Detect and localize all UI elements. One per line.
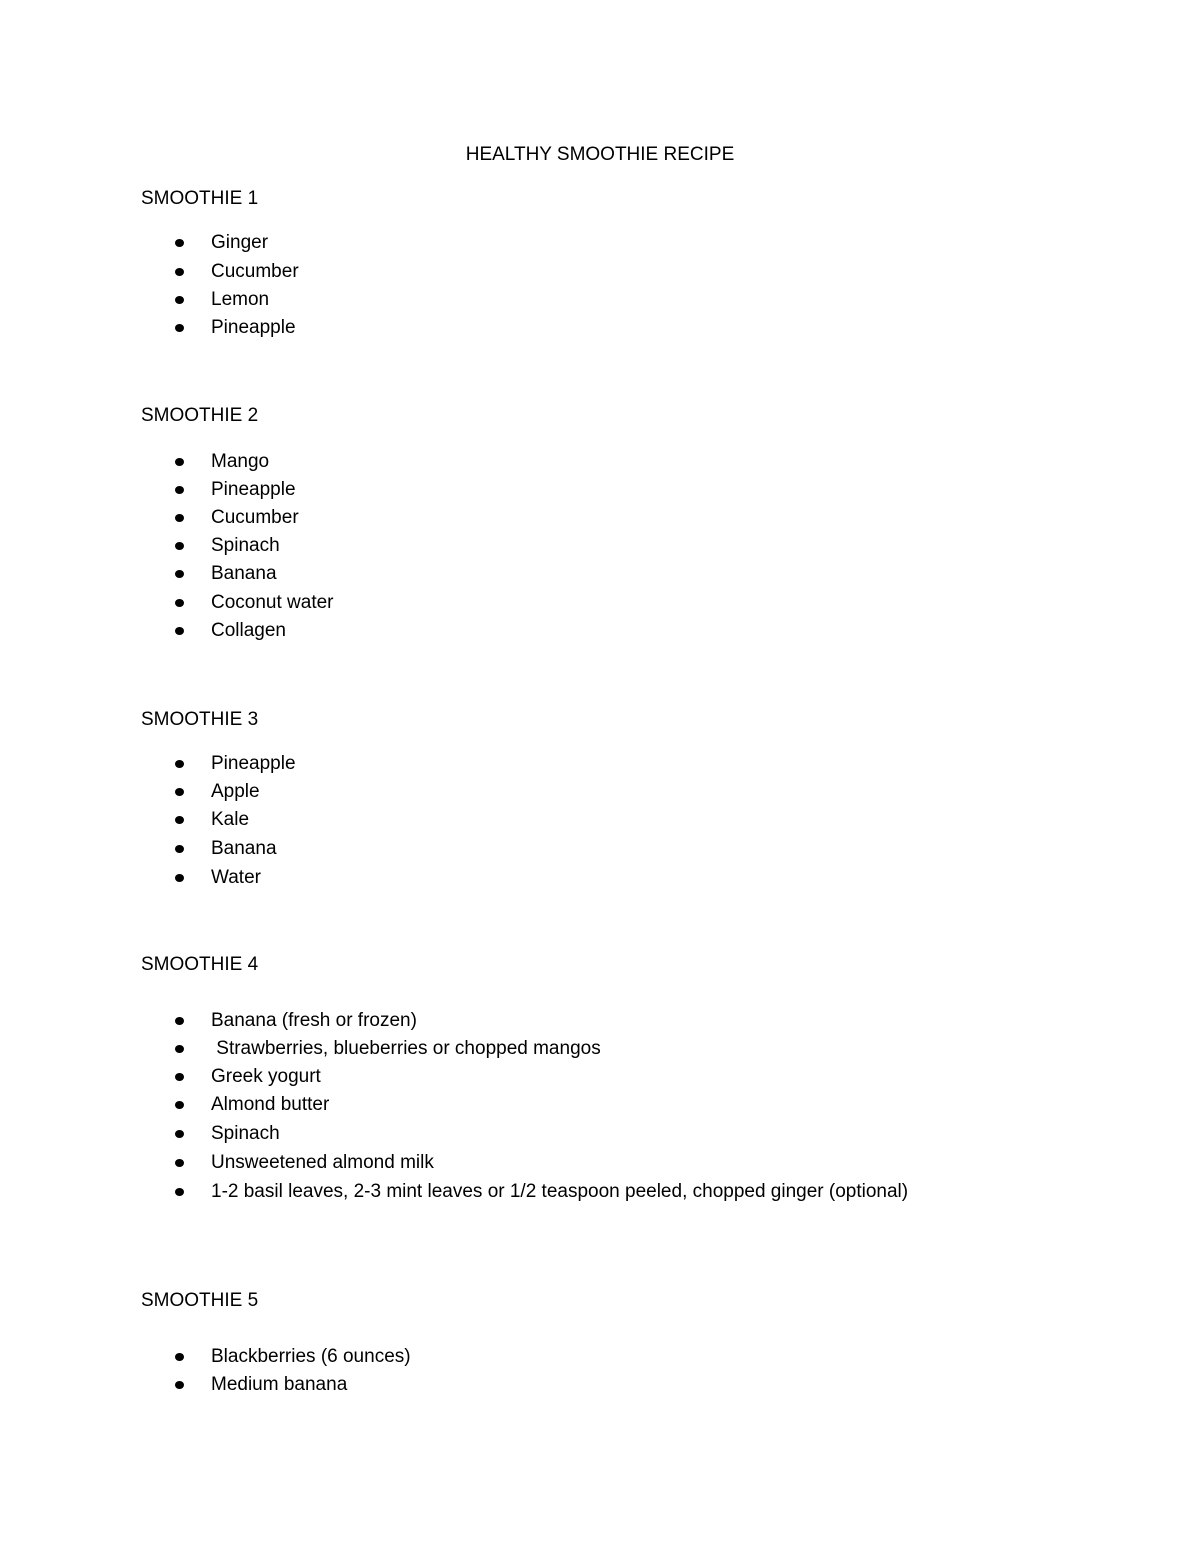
list-item: Lemon	[211, 289, 270, 310]
section-heading-2: SMOOTHIE 2	[141, 405, 259, 426]
list-item: Greek yogurt	[211, 1066, 321, 1087]
list-item: Medium banana	[211, 1374, 348, 1395]
bullet-icon	[175, 1017, 184, 1025]
bullet-icon	[175, 268, 184, 276]
bullet-icon	[175, 599, 184, 607]
bullet-icon	[175, 1130, 184, 1138]
bullet-icon	[175, 816, 184, 824]
bullet-icon	[175, 760, 184, 768]
list-item: Mango	[211, 451, 270, 472]
bullet-icon	[175, 874, 184, 882]
list-item: Pineapple	[211, 317, 296, 338]
list-item: Cucumber	[211, 507, 299, 528]
list-item: Spinach	[211, 535, 280, 556]
list-item: Collagen	[211, 620, 286, 641]
list-item: Strawberries, blueberries or chopped mangos	[211, 1038, 601, 1059]
list-item: Spinach	[211, 1123, 280, 1144]
bullet-icon	[175, 239, 184, 247]
bullet-icon	[175, 458, 184, 466]
list-item: Pineapple	[211, 753, 296, 774]
list-item: Ginger	[211, 232, 269, 253]
bullet-icon	[175, 296, 184, 304]
bullet-icon	[175, 514, 184, 522]
section-heading-1: SMOOTHIE 1	[141, 188, 259, 209]
list-item: Coconut water	[211, 592, 334, 613]
bullet-icon	[175, 788, 184, 796]
list-item: Apple	[211, 781, 260, 802]
list-item: Water	[211, 867, 261, 888]
bullet-icon	[175, 324, 184, 332]
bullet-icon	[175, 1101, 184, 1109]
bullet-icon	[175, 845, 184, 853]
list-item: Cucumber	[211, 261, 299, 282]
section-heading-3: SMOOTHIE 3	[141, 709, 259, 730]
bullet-icon	[175, 1188, 184, 1196]
bullet-icon	[175, 542, 184, 550]
section-heading-5: SMOOTHIE 5	[141, 1290, 259, 1311]
bullet-icon	[175, 1381, 184, 1389]
bullet-icon	[175, 486, 184, 494]
list-item: Blackberries (6 ounces)	[211, 1346, 411, 1367]
bullet-icon	[175, 1045, 184, 1053]
bullet-icon	[175, 570, 184, 578]
list-item: Banana	[211, 563, 277, 584]
list-item: Pineapple	[211, 479, 296, 500]
list-item: Banana	[211, 838, 277, 859]
list-item: 1-2 basil leaves, 2-3 mint leaves or 1/2 teaspoon peeled, chopped ginger (optional)	[211, 1181, 909, 1202]
bullet-icon	[175, 1159, 184, 1167]
list-item: Almond butter	[211, 1094, 330, 1115]
bullet-icon	[175, 627, 184, 635]
list-item: Banana (fresh or frozen)	[211, 1010, 417, 1031]
document-title: HEALTHY SMOOTHIE RECIPE	[465, 144, 735, 165]
bullet-icon	[175, 1073, 184, 1081]
list-item: Unsweetened almond milk	[211, 1152, 434, 1173]
list-item: Kale	[211, 809, 250, 830]
section-heading-4: SMOOTHIE 4	[141, 954, 259, 975]
bullet-icon	[175, 1353, 184, 1361]
